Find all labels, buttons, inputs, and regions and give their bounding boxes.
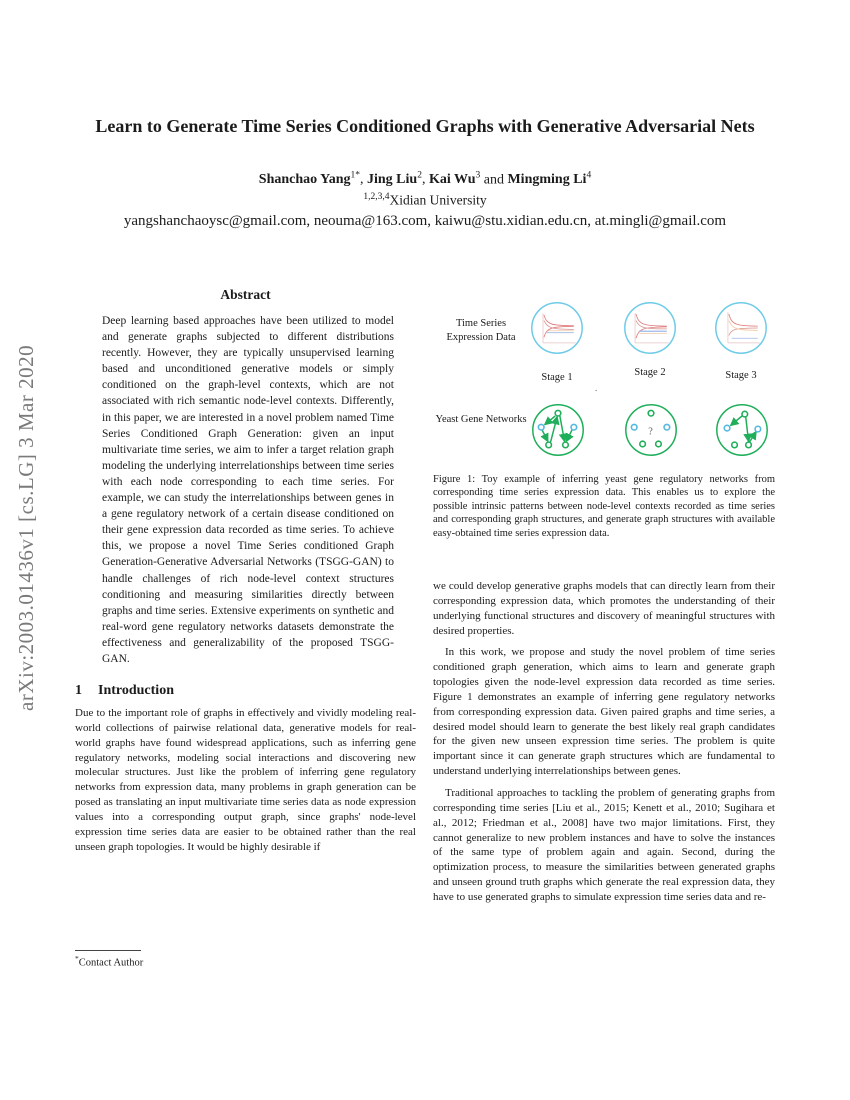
network-circle-2-icon <box>623 402 679 458</box>
affiliation: $^{1,2,3,4}$Xidian University <box>363 192 487 208</box>
footnote <box>75 950 416 969</box>
figure-1 <box>433 295 775 579</box>
footnote-text: *Contact Author <box>75 954 144 969</box>
network-circle-1-icon <box>530 402 586 458</box>
and-word: and <box>483 172 504 188</box>
author-2: Jing Liu$^2$, <box>366 170 426 188</box>
paper-title: Learn to Generate Time Series Conditioned Graphs with Generative Adversarial Nets <box>95 116 755 136</box>
stage-2-label: Stage 2 <box>634 367 666 378</box>
right-paragraph-3: Traditional approaches to tackling the problem of generating graphs from corresponding time series [Liu et al., 2015; Kenett et al., 2010; Sugihara et al., 2012; Friedman et al., 2008] have two major limitations. First, they cannot generalize to new problem instances and have to solve the instances of the same type of problem again and again. Second, during the optimization process, to measure the similarities between generated graphs and unseen ground truth graphs which generate the real expression data, they have to use generated graphs to simulate expression time series data and re- <box>433 786 775 903</box>
figure-caption: Figure 1: Toy example of inferring yeast gene regulatory networks from corresponding time series expression data. This enables us to explore the possible intrinsic patterns between node-level contexts recorded as time series and corresponding graph structures, and generate graph structures with available easy-obtained time series expression data. <box>433 474 775 539</box>
introduction-paragraph: Due to the important role of graphs in effectively and vividly modeling real-world collections of pairwise relational data, generative models for real-world graphs have found widespread applications, such as inferring gene regulatory networks, modeling social interactions and discovering new molecular structures. Just like the problem of inferring gene regulatory networks from expression data, many problems in graph generation can be posed as translating an input multivariate time series data as node expression values into a corresponding output graph, since graphs' node-level expression time series data are easier to be obtained rather than the real unseen graph topologies. It would be highly desirable if <box>75 707 416 853</box>
stage-1-label: Stage 1 <box>541 372 573 383</box>
abstract-text: Deep learning based approaches have been utilized to model and generate graphs subjected to different distributions recently. However, they are typically unsupervised learning based and unconditioned generative models or simply conditioned on the graph-level contexts, which are not associated with rich semantic node-level contexts. Differently, in this paper, we are interested in a novel problem named Time Series Conditioned Graph Generation: given an input multivariate time series, we aim to infer a target relation graph modeling the underlying interrelationships between time series with each node corresponding to each time series. For example, we can study the interrelationships between genes in a gene regulatory network of a certain disease conditioned on their gene expression data recorded as time series. To achieve this, we propose a novel Time Series conditioned Graph Generation-Generative Adversarial Networks (TSGG-GAN) to handle challenges of rich node-level context structures conditioning and measuring similarities directly between graphs and time series. Extensive experiments on synthetic and real-word gene regulatory networks datasets demonstrate the effectiveness and generalizability of the proposed TSGG-GAN. <box>102 315 394 665</box>
section-heading-introduction: 1 Introduction <box>75 683 174 699</box>
figure-row1-label: Time Series Expression Data <box>446 318 516 343</box>
footnote-rule <box>75 950 141 951</box>
author-4: Mingming Li$^4$ <box>507 170 592 188</box>
timeseries-circle-1-icon <box>529 300 585 356</box>
network-circle-3-icon <box>714 402 770 458</box>
timeseries-circle-2-icon <box>622 300 678 356</box>
right-paragraph-1: we could develop generative graphs models that can directly learn from their corresponding expression data, which promotes the understanding of their underlying functional structures and discovery of meaningful structures with desired properties. <box>433 580 775 637</box>
left-column <box>75 287 416 855</box>
right-column <box>433 295 775 905</box>
stray-dot: . <box>595 383 598 393</box>
abstract-heading: Abstract <box>220 287 271 302</box>
author-1: Shanchao Yang$^{1*}$, <box>258 170 364 188</box>
figure-row2-label: Yeast Gene Networks <box>435 414 527 425</box>
arxiv-watermark: arXiv:2003.01436v1 [cs.LG] 3 Mar 2020 <box>14 344 38 712</box>
timeseries-circle-3-icon <box>713 300 769 356</box>
author-3: Kai Wu$^3$ <box>428 170 481 188</box>
question-mark: ? <box>648 426 653 438</box>
author-emails: yangshanchaoysc@gmail.com, neouma@163.com, kaiwu@stu.xidian.edu.cn, at.mingli@gmail.com <box>123 212 727 229</box>
author-line <box>0 171 850 189</box>
paper-header <box>0 116 850 230</box>
right-paragraph-2: In this work, we propose and study the novel problem of time series conditioned graph generation, which aims to learn and generate graph topologies given the node-level expression data recorded as time series. Figure 1 demonstrates an example of inferring gene regulatory networks from corresponding expression data. Given paired graphs and time series, a desired model should learn to generate the best likely real graph candidates for the given new unseen expression time series. The problem is quite important since it can generate graph structures which are fundamental to understand underlying interrelationships between genes. <box>433 646 775 778</box>
stage-3-label: Stage 3 <box>725 370 757 381</box>
